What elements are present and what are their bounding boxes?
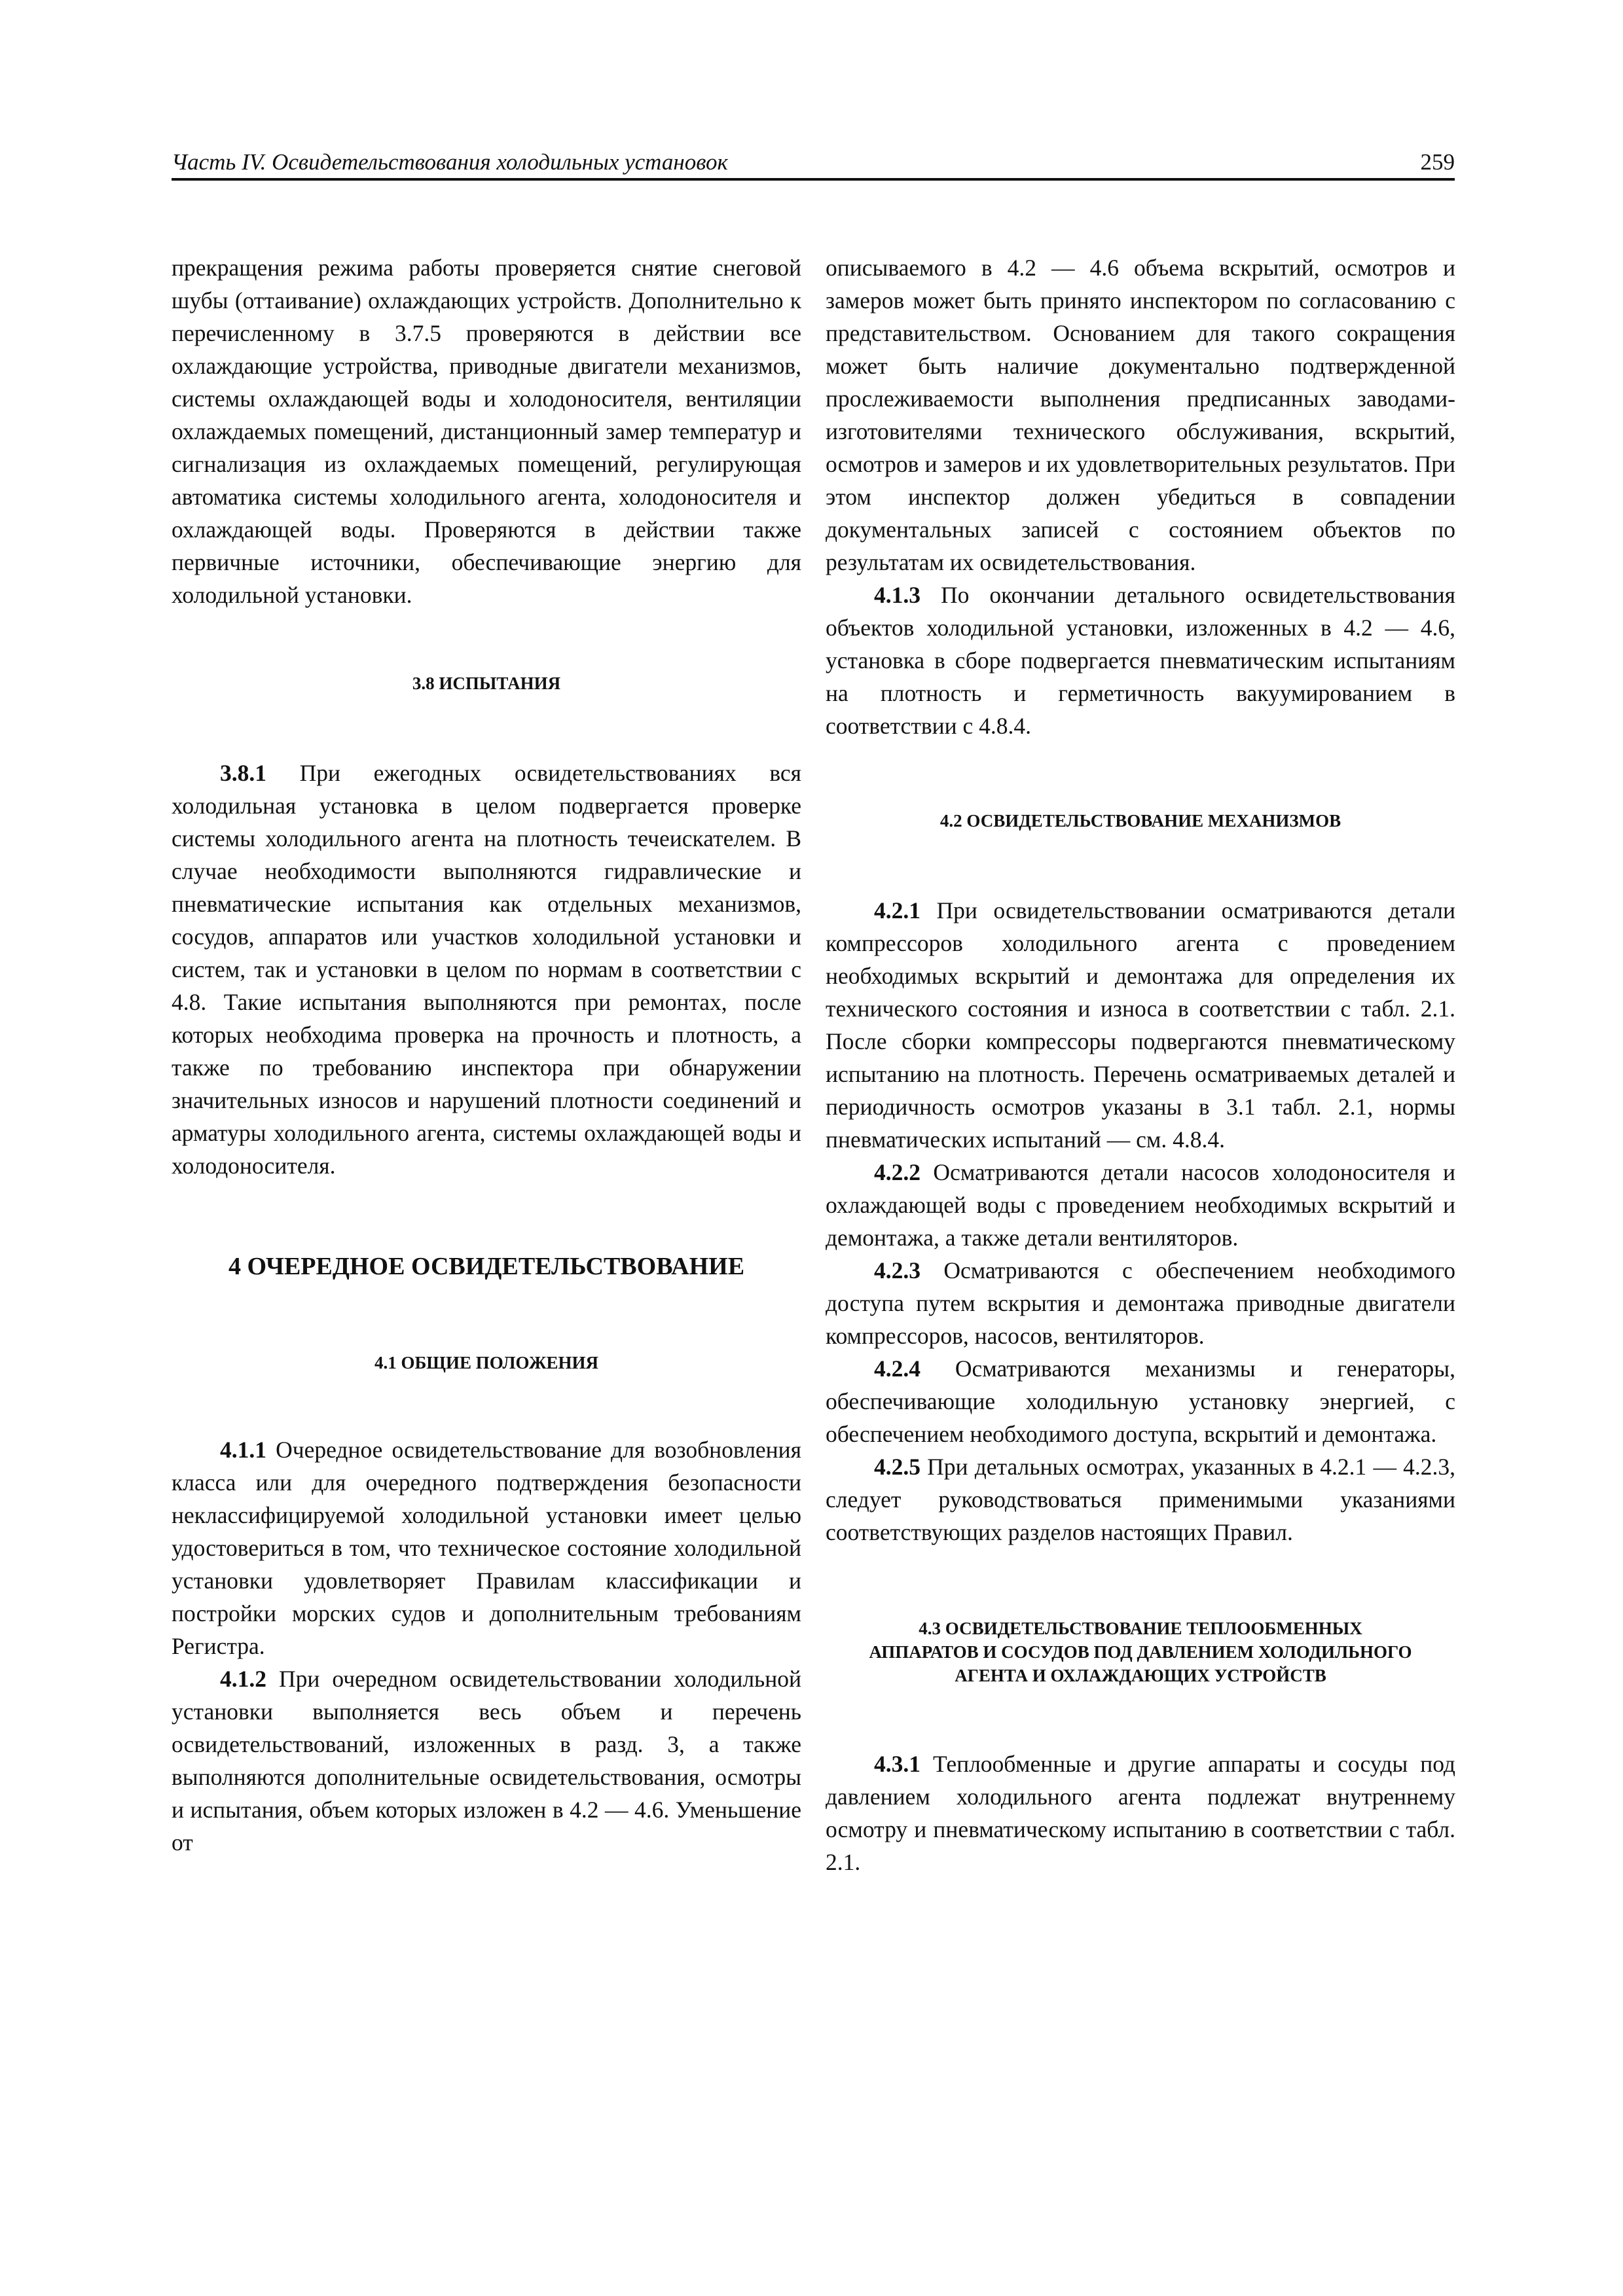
clause-number: 4.2.3: [874, 1257, 921, 1283]
paragraph-4-3-1: [826, 1748, 1455, 1878]
right-column: [826, 251, 1455, 1878]
clause-text: Осматриваются механизмы и генераторы, обеспечивающие холодильную установку энергией, с обеспечением необходимого доступа, вскрытий и демонтажа.: [826, 1355, 1455, 1447]
clause-number: 4.2.1: [874, 897, 921, 924]
clause-number: 4.2.2: [874, 1159, 921, 1185]
paragraph-4-2-4: [826, 1352, 1455, 1450]
running-title: Часть IV. Освидетельствования холодильных установок: [172, 149, 728, 175]
clause-number: 4.3.1: [874, 1751, 921, 1777]
paragraph-continuation: описываемого в 4.2 — 4.6 объема вскрытий, осмотров и замеров может быть принято инспектором по согласованию с представительством. Основанием для такого сокращения может быть наличие документально подтвержденной прослеживаемости выполнения предписанных заводами-изготовителями технического обслуживания, вскрытий, осмотров и замеров и их удовлетворительных результатов. При этом инспектор должен убедиться в совпадении документальных записей с состоянием объектов по результатам их освидетельствования.: [826, 255, 1455, 575]
paragraph-4-2-5: [826, 1450, 1455, 1549]
clause-text: Очередное освидетельствование для возобновления класса или для очередного подтверждения безопасности неклассифицируемой холодильной установки имеет целью удостовериться в том, что техническое состояние холодильной установки удовлетворяет Правилам классификации и постройки морских судов и дополнительным требованиям Регистра.: [172, 1437, 801, 1659]
clause-text: Осматриваются с обеспечением необходимого доступа путем вскрытия и демонтажа приводные двигатели компрессоров, насосов, вентиляторов.: [826, 1257, 1455, 1349]
paragraph-4-2-2: [826, 1156, 1455, 1254]
clause-text: При очередном освидетельствовании холодильной установки выполняется весь объем и перечень освидетельствований, изложенных в разд. 3, а также выполняются дополнительные освидетельствования, осмотры и испытания, объем которых изложен в 4.2 — 4.6. Уменьшение от: [172, 1666, 801, 1856]
section-heading-4-3: 4.3 ОСВИДЕТЕЛЬСТВОВАНИЕ ТЕПЛООБМЕННЫХ АППАРАТОВ И СОСУДОВ ПОД ДАВЛЕНИЕМ ХОЛОДИЛЬНОГО АГЕНТА И ОХЛАЖДАЮЩИХ УСТРОЙСТВ: [869, 1619, 1412, 1685]
paragraph-continuation: прекращения режима работы проверяется снятие снеговой шубы (оттаивание) охлаждающих устройств. Дополнительно к перечисленному в 3.7.5 проверяются в действии все охлаждающие устройства, приводные двигатели механизмов, системы охлаждающей воды и холодоносителя, вентиляции охлаждаемых помещений, дистанционный замер температур и сигнализация из охлаждаемых помещений, регулирующая автоматика системы холодильного агента, холодоносителя и охлаждающей воды. Проверяются в действии также первичные источники, обеспечивающие энергию для холодильной установки.: [172, 255, 801, 608]
clause-number: 4.1.2: [220, 1666, 266, 1692]
paragraph-4-1-3: [826, 579, 1455, 742]
section-heading-4-2: 4.2 ОСВИДЕТЕЛЬСТВОВАНИЕ МЕХАНИЗМОВ: [939, 811, 1341, 831]
clause-text: При освидетельствовании осматриваются детали компрессоров холодильного агента с проведением необходимых вскрытий и демонтажа для определения их технического состояния и износа в соответствии с табл. 2.1. После сборки компрессоры подвергаются пневматическому испытанию на плотность. Перечень осматриваемых деталей и периодичность осмотров указаны в 3.1 табл. 2.1, нормы пневматических испытаний — см. 4.8.4.: [826, 897, 1455, 1153]
clause-number: 4.1.3: [874, 582, 921, 608]
clause-number: 4.1.1: [220, 1437, 266, 1463]
chapter-heading-4: 4 ОЧЕРЕДНОЕ ОСВИДЕТЕЛЬСТВОВАНИЕ: [228, 1253, 745, 1280]
paragraph-4-1-2: [172, 1662, 801, 1859]
paragraph-4-2-1: [826, 894, 1455, 1156]
section-heading-3-8: 3.8 ИСПЫТАНИЯ: [412, 673, 561, 693]
clause-text: Осматриваются детали насосов холодоносителя и охлаждающей воды с проведением необходимых вскрытий и демонтажа, а также детали вентиляторов.: [826, 1159, 1455, 1251]
clause-number: 4.2.4: [874, 1355, 921, 1382]
paragraph-3-8-1: [172, 757, 801, 1182]
clause-number: 3.8.1: [220, 760, 266, 786]
clause-text: Теплообменные и другие аппараты и сосуды под давлением холодильного агента подлежат внутреннему осмотру и пневматическому испытанию в соответствии с табл. 2.1.: [826, 1751, 1455, 1875]
clause-text: При ежегодных освидетельствованиях вся холодильная установка в целом подвергается проверке системы холодильного агента на плотность течеискателем. В случае необходимости выполняются гидравлические и пневматические испытания как отдельных механизмов, сосудов, аппаратов или участков холодильной установки и систем, так и установки в целом по нормам в соответствии с 4.8. Такие испытания выполняются при ремонтах, после которых необходима проверка на прочность и плотность, а также по требованию инспектора при обнаружении значительных износов и нарушений плотности соединений и арматуры холодильного агента, системы охлаждающей воды и холодоносителя.: [172, 760, 801, 1179]
paragraph-4-1-1: [172, 1433, 801, 1662]
paragraph-4-2-3: [826, 1254, 1455, 1352]
clause-text: При детальных осмотрах, указанных в 4.2.1 — 4.2.3, следует руководствоваться применимыми указаниями соответствующих разделов настоящих Правил.: [826, 1454, 1455, 1545]
clause-number: 4.2.5: [874, 1454, 921, 1480]
left-column: [172, 251, 801, 1859]
clause-text: По окончании детального освидетельствования объектов холодильной установки, изложенных в 4.2 — 4.6, установка в сборе подвергается пневматическим испытаниям на плотность и герметичность вакуумированием в соответствии с 4.8.4.: [826, 582, 1455, 739]
section-heading-4-1: 4.1 ОБЩИЕ ПОЛОЖЕНИЯ: [374, 1353, 599, 1372]
header-rule: [172, 178, 1455, 181]
page-number: 259: [1420, 149, 1455, 175]
page-header: [172, 145, 1455, 181]
